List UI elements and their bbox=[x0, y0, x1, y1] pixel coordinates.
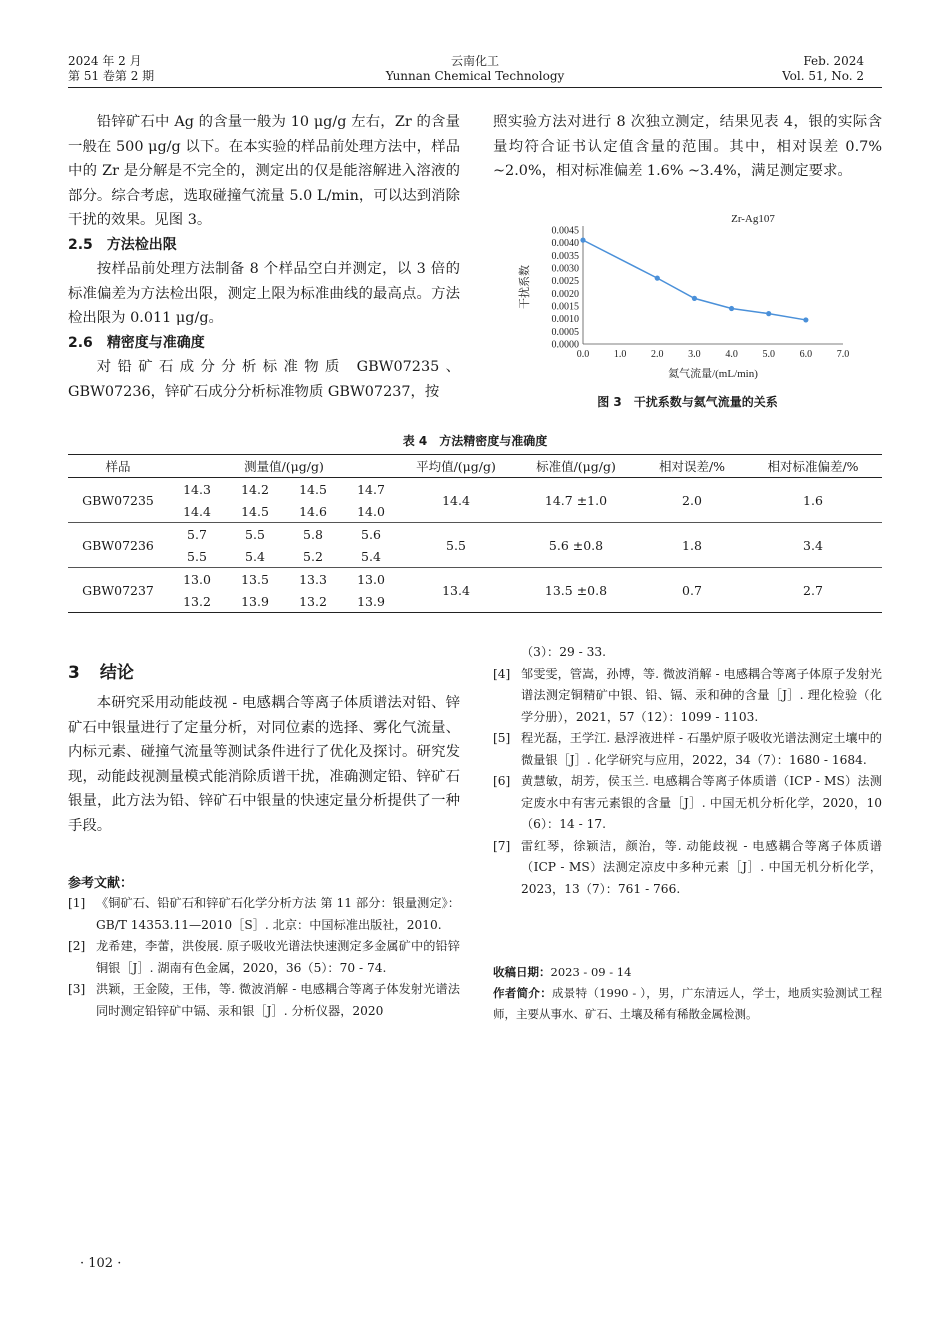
sample-cell: GBW07235 bbox=[68, 478, 168, 523]
paragraph: 本研究采用动能歧视 - 电感耦合等离子体质谱法对铅、锌矿石中银量进行了定量分析，对同位素的选择、雾化气流量、内标元素、碰撞气流量等测试条件进行了优化及探讨。研究发现，动能歧视测量模式能消除质谱干扰，准确测定铅、锌矿石银量，此方法为铅、锌矿石中银量的快速定量分析提供了一种手段。 bbox=[68, 695, 460, 834]
section-title: 方法检出限 bbox=[106, 236, 177, 253]
std-cell: 5.6 ±0.8 bbox=[512, 523, 640, 568]
col-header: 相对误差/% bbox=[640, 455, 744, 478]
left-column-top bbox=[68, 110, 460, 404]
measure-cell: 5.8 bbox=[303, 526, 323, 542]
reference-text: 洪颖，王金陵，王伟，等. 微波消解 - 电感耦合等离子体发射光谱法同时测定铅锌矿中镉、汞和银［J］. 分析仪器，2020 bbox=[96, 982, 460, 1018]
avg-cell: 13.4 bbox=[400, 568, 512, 613]
received-label: 收稿日期： bbox=[493, 965, 551, 979]
paragraph: 照实验方法对进行 8 次独立测定，结果见表 4，银的实际含量均符合证书认定值含量的范围。其中，相对误差 0.7% ~2.0%，相对标准偏差 1.6% ~3.4%，满足测定要求。 bbox=[493, 114, 882, 179]
section-title: 结论 bbox=[99, 663, 134, 683]
issue-date: 2024 年 2 月 bbox=[68, 54, 142, 68]
measure-cell: 5.4 bbox=[342, 545, 400, 568]
page-number: · 102 · bbox=[80, 1256, 122, 1271]
y-tick-label: 0.0040 bbox=[551, 238, 579, 250]
data-point bbox=[803, 317, 808, 322]
received-date bbox=[493, 962, 882, 983]
reference-item bbox=[493, 664, 882, 729]
x-tick-label: 1.0 bbox=[613, 349, 627, 360]
rel-err-cell: 2.0 bbox=[640, 478, 744, 523]
reference-number: [3] bbox=[68, 982, 86, 996]
measure-cell: 13.3 bbox=[299, 571, 327, 587]
received-value: 2023 - 09 - 14 bbox=[550, 965, 632, 979]
reference-text: 黄慧敏，胡芳，侯玉兰. 电感耦合等离子体质谱（ICP - MS）法测定废水中有害元素银的含量［J］. 中国无机分析化学，2020，10（6）：14 - 17. bbox=[521, 774, 882, 831]
measure-cell: 14.6 bbox=[284, 500, 342, 523]
reference-number: [4] bbox=[493, 666, 511, 681]
measure-cell: 5.6 bbox=[361, 526, 381, 542]
author-label: 作者简介： bbox=[493, 986, 552, 1000]
paragraph: 对铅矿石成分分析标准物质 GBW07235、GBW07236，锌矿石成分分析标准物质 GBW07237，按 bbox=[68, 359, 460, 400]
reference-continuation bbox=[493, 642, 882, 664]
x-axis-label: 氦气流量/(mL/min) bbox=[668, 368, 758, 380]
table-header-row bbox=[68, 455, 882, 478]
y-tick-label: 0.0015 bbox=[551, 301, 579, 313]
sample-cell: GBW07236 bbox=[68, 523, 168, 568]
measure-cell: 14.0 bbox=[342, 500, 400, 523]
reference-item bbox=[68, 979, 460, 1022]
figure-3-chart bbox=[493, 208, 882, 383]
section-number: 3 bbox=[68, 663, 80, 683]
measure-cell: 13.2 bbox=[168, 590, 226, 613]
header-right bbox=[782, 54, 864, 84]
section-number: 2.6 bbox=[68, 334, 93, 351]
x-tick-label: 6.0 bbox=[799, 349, 813, 360]
rel-err-cell: 1.8 bbox=[640, 523, 744, 568]
reference-item bbox=[493, 836, 882, 901]
x-tick-label: 0.0 bbox=[576, 349, 590, 360]
measure-cell: 14.4 bbox=[168, 500, 226, 523]
conclusion-heading bbox=[68, 658, 134, 683]
author-value: 成景特（1990 - ），男，广东清远人，学士，地质实验测试工程师，主要从事水、矿石、土壤及稀有稀散金属检测。 bbox=[493, 986, 882, 1021]
journal-name-en: Yunnan Chemical Technology bbox=[385, 69, 565, 83]
y-tick-label: 0.0025 bbox=[551, 276, 579, 288]
volume-issue: 第 51 卷第 2 期 bbox=[68, 69, 155, 83]
table-row bbox=[68, 568, 882, 591]
rsd-cell: 1.6 bbox=[744, 478, 882, 523]
reference-text: 邹雯雯，管嵩，孙博，等. 微波消解 - 电感耦合等离子体原子发射光谱法测定铜精矿中银、铅、镉、汞和砷的含量［J］. 理化检验（化学分册），2021，57（12）：1099 - 1103. bbox=[521, 666, 882, 724]
author-bio bbox=[493, 983, 882, 1025]
paragraph: 按样品前处理方法制备 8 个样品空白并测定，以 3 倍的标准偏差为方法检出限，测定上限为标准曲线的最高点。方法检出限为 0.011 μg/g。 bbox=[68, 261, 460, 326]
table-caption: 表 4 方法精密度与准确度 bbox=[402, 434, 548, 448]
measure-cell: 5.2 bbox=[284, 545, 342, 568]
measure-cell: 5.5 bbox=[168, 545, 226, 568]
measure-cell: 5.5 bbox=[245, 526, 265, 542]
references-list-left bbox=[68, 893, 460, 1022]
col-header: 测量值/(μg/g) bbox=[168, 455, 400, 478]
y-axis-label: 干扰系数 bbox=[519, 265, 531, 309]
x-tick-label: 5.0 bbox=[762, 349, 775, 360]
right-column-top bbox=[493, 110, 882, 184]
reference-item bbox=[493, 771, 882, 836]
avg-cell: 14.4 bbox=[400, 478, 512, 523]
measure-cell: 13.0 bbox=[183, 571, 211, 587]
measure-cell: 13.9 bbox=[342, 590, 400, 613]
reference-number: [6] bbox=[493, 774, 511, 788]
rsd-cell: 3.4 bbox=[744, 523, 882, 568]
section-title: 精密度与准确度 bbox=[106, 334, 205, 351]
avg-cell: 5.5 bbox=[400, 523, 512, 568]
reference-item bbox=[68, 893, 460, 936]
references-title: 参考文献： bbox=[68, 876, 134, 891]
data-point bbox=[580, 238, 585, 243]
measure-cell: 5.7 bbox=[187, 526, 207, 542]
article-meta bbox=[493, 962, 882, 1025]
x-tick-label: 2.0 bbox=[651, 349, 664, 360]
chart-title: Zr-Ag107 bbox=[731, 213, 775, 225]
measure-cell: 14.5 bbox=[299, 481, 327, 497]
conclusion-body bbox=[68, 691, 460, 838]
journal-name-cn: 云南化工 bbox=[450, 54, 499, 68]
section-number: 2.5 bbox=[68, 236, 93, 253]
col-header: 样品 bbox=[68, 455, 168, 478]
header-rule bbox=[68, 87, 882, 88]
measure-cell: 13.5 bbox=[241, 571, 269, 587]
volume-issue-en: Vol. 51, No. 2 bbox=[782, 69, 864, 83]
y-tick-label: 0.0030 bbox=[551, 263, 579, 275]
y-tick-label: 0.0005 bbox=[551, 326, 579, 338]
figure-caption: 图 3 干扰系数与氦气流量的关系 bbox=[597, 395, 778, 409]
reference-number: [7] bbox=[493, 838, 511, 853]
table-row bbox=[68, 478, 882, 501]
x-tick-label: 7.0 bbox=[836, 349, 850, 360]
y-tick-label: 0.0020 bbox=[551, 288, 579, 300]
measure-cell: 5.4 bbox=[226, 545, 284, 568]
rel-err-cell: 0.7 bbox=[640, 568, 744, 613]
measure-cell: 14.5 bbox=[226, 500, 284, 523]
measure-cell: 14.2 bbox=[241, 481, 269, 497]
measure-cell: 13.0 bbox=[357, 571, 385, 587]
series-line bbox=[583, 240, 806, 320]
issue-date-en: Feb. 2024 bbox=[803, 54, 864, 68]
std-cell: 13.5 ±0.8 bbox=[512, 568, 640, 613]
data-point bbox=[766, 311, 771, 316]
y-tick-label: 0.0000 bbox=[551, 339, 579, 351]
x-tick-label: 3.0 bbox=[688, 349, 701, 360]
col-header: 相对标准偏差/% bbox=[744, 455, 882, 478]
data-point bbox=[692, 296, 697, 301]
section-heading-2-6 bbox=[68, 331, 460, 356]
measure-cell: 14.3 bbox=[183, 481, 211, 497]
sample-cell: GBW07237 bbox=[68, 568, 168, 613]
reference-text: 程光磊，王学江. 悬浮液进样 - 石墨炉原子吸收光谱法测定土壤中的微量银［J］. 化学研究与应用，2022，34（7）：1680 - 1684. bbox=[521, 731, 882, 767]
reference-item bbox=[68, 936, 460, 979]
data-point bbox=[729, 306, 734, 311]
y-tick-label: 0.0035 bbox=[551, 250, 579, 262]
section-heading-2-5 bbox=[68, 233, 460, 258]
reference-text: 龙希建，李蕾，洪俊展. 原子吸收光谱法快速测定多金属矿中的铅锌铜银［J］. 湖南有色金属，2020，36（5）：70 - 74. bbox=[96, 939, 460, 975]
reference-number: [2] bbox=[68, 939, 86, 953]
std-cell: 14.7 ±1.0 bbox=[512, 478, 640, 523]
y-tick-label: 0.0045 bbox=[551, 225, 579, 237]
col-header: 标准值/(μg/g) bbox=[512, 455, 640, 478]
reference-text: 《铜矿石、铅矿石和锌矿石化学分析方法 第 11 部分：银量测定》：GB/T 14353.11—2010［S］. 北京：中国标准出版社，2010. bbox=[96, 896, 460, 932]
measure-cell: 13.9 bbox=[226, 590, 284, 613]
reference-number: [5] bbox=[493, 731, 511, 745]
reference-text: （3）：29 - 33. bbox=[521, 645, 606, 659]
paragraph: 铅锌矿石中 Ag 的含量一般为 10 μg/g 左右，Zr 的含量一般在 500 μg/g 以下。在本实验的样品前处理方法中，样品中的 Zr 是分解是不完全的，测定出的仅是能溶解进入溶液的部分。综合考虑，选取碰撞气流量 5.0 L/min，可以达到消除干扰的效果。见图 3。 bbox=[68, 114, 460, 228]
table-row bbox=[68, 523, 882, 546]
table-4 bbox=[68, 454, 882, 613]
rsd-cell: 2.7 bbox=[744, 568, 882, 613]
y-tick-label: 0.0010 bbox=[551, 314, 579, 326]
col-header: 平均值/(μg/g) bbox=[400, 455, 512, 478]
reference-number: [1] bbox=[68, 896, 86, 910]
reference-text: 雷红琴，徐颖洁，颜治，等. 动能歧视 - 电感耦合等离子体质谱（ICP - MS）法测定凉皮中多种元素［J］. 中国无机分析化学，2023，13（7）：761 - 766. bbox=[521, 838, 882, 896]
measure-cell: 14.7 bbox=[357, 481, 385, 497]
measure-cell: 13.2 bbox=[284, 590, 342, 613]
reference-item bbox=[493, 728, 882, 771]
x-tick-label: 4.0 bbox=[725, 349, 738, 360]
data-point bbox=[655, 276, 660, 281]
references-list-right bbox=[493, 642, 882, 900]
